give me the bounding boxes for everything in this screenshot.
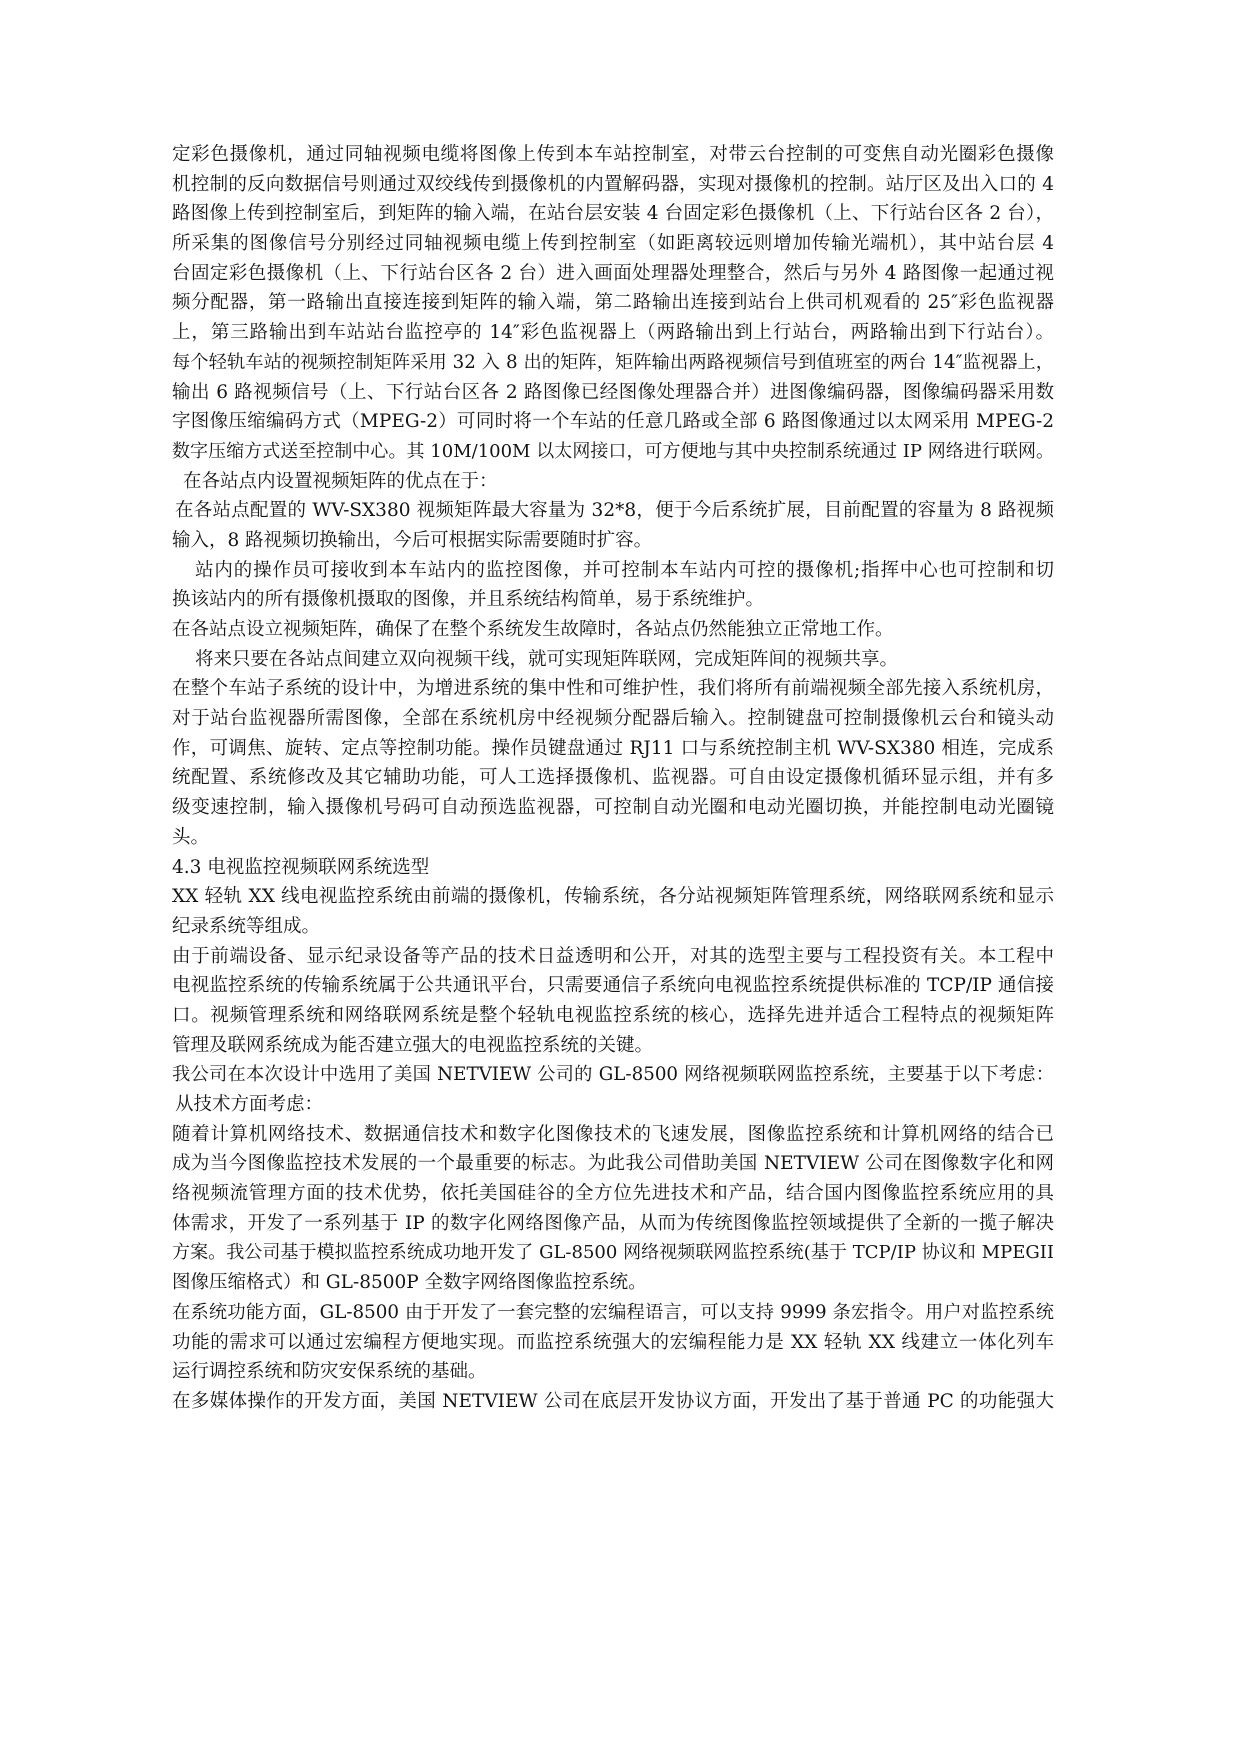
paragraph-line: 频分配器，第一路输出直接连接到矩阵的输入端，第二路输出连接到站台上供司机观看的 25″彩色监视器 bbox=[172, 292, 1054, 314]
paragraph-line: 将来只要在各站点间建立双向视频干线，就可实现矩阵联网，完成矩阵间的视频共享。 bbox=[195, 648, 899, 670]
paragraph-line: 字图像压缩编码方式（MPEG-2）可同时将一个车站的任意几路或全部 6 路图像通过以太网采用 MPEG-2 bbox=[172, 411, 1054, 433]
section-heading: 4.3 电视监控视频联网系统选型 bbox=[172, 856, 430, 878]
paragraph-line: 我公司在本次设计中选用了美国 NETVIEW 公司的 GL-8500 网络视频联网监控系统，主要基于以下考虑： bbox=[172, 1064, 1054, 1086]
paragraph-line: 由于前端设备、显示纪录设备等产品的技术日益透明和公开，对其的选型主要与工程投资有关。本工程中 bbox=[172, 945, 1054, 967]
paragraph-line: 在系统功能方面，GL-8500 由于开发了一套完整的宏编程语言，可以支持 9999 条宏指令。用户对监控系统 bbox=[172, 1301, 1054, 1323]
paragraph-line: 图像压缩格式）和 GL-8500P 全数字网络图像监控系统。 bbox=[172, 1272, 647, 1294]
paragraph-line: 口。视频管理系统和网络联网系统是整个轻轨电视监控系统的核心，选择先进并适合工程特点的视频矩阵 bbox=[172, 1004, 1054, 1026]
paragraph-line: 功能的需求可以通过宏编程方便地实现。而监控系统强大的宏编程能力是 XX 轻轨 XX 线建立一体化列车 bbox=[172, 1331, 1054, 1353]
paragraph-line: 在整个车站子系统的设计中，为增进系统的集中性和可维护性，我们将所有前端视频全部先接入系统机房， bbox=[172, 678, 1054, 700]
paragraph-line: XX 轻轨 XX 线电视监控系统由前端的摄像机，传输系统，各分站视频矩阵管理系统，网络联网系统和显示 bbox=[172, 886, 1054, 908]
paragraph-line: 在各站点配置的 WV-SX380 视频矩阵最大容量为 32*8，便于今后系统扩展，目前配置的容量为 8 路视频 bbox=[175, 500, 1054, 522]
paragraph-line: 运行调控系统和防灾安保系统的基础。 bbox=[172, 1361, 487, 1383]
paragraph-line: 电视监控系统的传输系统属于公共通讯平台，只需要通信子系统向电视监控系统提供标准的 TCP/IP 通信接 bbox=[172, 975, 1054, 997]
paragraph-line: 纪录系统等组成。 bbox=[172, 915, 321, 937]
paragraph-line: 上，第三路输出到车站站台监控亭的 14″彩色监视器上（两路输出到上行站台，两路输出到下行站台）。 bbox=[172, 322, 1054, 344]
paragraph-line: 统配置、系统修改及其它辅助功能，可人工选择摄像机、监视器。可自由设定摄像机循环显示组，并有多 bbox=[172, 767, 1054, 789]
paragraph-line: 成为当今图像监控技术发展的一个最重要的标志。为此我公司借助美国 NETVIEW 公司在图像数字化和网 bbox=[172, 1153, 1054, 1175]
paragraph-line: 管理及联网系统成为能否建立强大的电视监控系统的关键。 bbox=[172, 1034, 654, 1056]
paragraph-line: 作，可调焦、旋转、定点等控制功能。操作员键盘通过 RJ11 口与系统控制主机 WV-SX380 相连，完成系 bbox=[172, 737, 1054, 759]
paragraph-line: 在各站点设立视频矩阵，确保了在整个系统发生故障时，各站点仍然能独立正常地工作。 bbox=[172, 619, 894, 640]
paragraph-line: 级变速控制，输入摄像机号码可自动预选监视器，可控制自动光圈和电动光圈切换，并能控制电动光圈镜 bbox=[172, 797, 1054, 819]
paragraph-line: 方案。我公司基于模拟监控系统成功地开发了 GL-8500 网络视频联网监控系统(基于 TCP/IP 协议和 MPEGII bbox=[172, 1242, 1054, 1264]
paragraph-line: 路图像上传到控制室后，到矩阵的输入端，在站台层安装 4 台固定彩色摄像机（上、下行站台区各 2 台）， bbox=[172, 203, 1054, 225]
paragraph-line: 对于站台监视器所需图像，全部在系统机房中经视频分配器后输入。控制键盘可控制摄像机云台和镜头动 bbox=[172, 708, 1054, 730]
paragraph-line: 所采集的图像信号分别经过同轴视频电缆上传到控制室（如距离较远则增加传输光端机），其中站台层 4 bbox=[172, 233, 1054, 255]
paragraph-line: 输入，8 路视频切换输出，今后可根据实际需要随时扩容。 bbox=[172, 529, 653, 551]
paragraph-line: 随着计算机网络技术、数据通信技术和数字化图像技术的飞速发展，图像监控系统和计算机网络的结合已 bbox=[172, 1123, 1054, 1145]
paragraph-line: 输出 6 路视频信号（上、下行站台区各 2 路图像已经图像处理器合并）进图像编码器，图像编码器采用数 bbox=[172, 381, 1054, 403]
paragraph-line: 从技术方面考虑： bbox=[175, 1094, 324, 1115]
paragraph-line: 定彩色摄像机，通过同轴视频电缆将图像上传到本车站控制室，对带云台控制的可变焦自动光圈彩色摄像 bbox=[172, 144, 1054, 165]
paragraph-line: 机控制的反向数据信号则通过双绞线传到摄像机的内置解码器，实现对摄像机的控制。站厅区及出入口的 4 bbox=[172, 173, 1054, 195]
paragraph-line: 台固定彩色摄像机（上、下行站台区各 2 台）进入画面处理器处理整合，然后与另外 4 路图像一起通过视 bbox=[172, 262, 1054, 284]
paragraph-line: 换该站内的所有摄像机摄取的图像，并且系统结构简单，易于系统维护。 bbox=[172, 589, 765, 611]
paragraph-line: 体需求，开发了一系列基于 IP 的数字化网络图像产品，从而为传统图像监控领域提供了全新的一揽子解决 bbox=[172, 1212, 1054, 1234]
paragraph-line: 数字压缩方式送至控制中心。其 10M/100M 以太网接口，可方便地与其中央控制系统通过 IP 网络进行联网。 bbox=[172, 440, 1054, 462]
paragraph-line: 在多媒体操作的开发方面，美国 NETVIEW 公司在底层开发协议方面，开发出了基于普通 PC 的功能强大 bbox=[172, 1390, 1054, 1412]
paragraph-line: 站内的操作员可接收到本车站内的监控图像，并可控制本车站内可控的摄像机;指挥中心也可控制和切 bbox=[195, 559, 1054, 581]
paragraph-line: 每个轻轨车站的视频控制矩阵采用 32 入 8 出的矩阵，矩阵输出两路视频信号到值班室的两台 14″监视器上， bbox=[172, 351, 1054, 373]
paragraph-line: 头。 bbox=[172, 826, 210, 848]
paragraph-line: 在各站点内设置视频矩阵的优点在于： bbox=[183, 470, 498, 492]
paragraph-line: 络视频流管理方面的技术优势，依托美国硅谷的全方位先进技术和产品，结合国内图像监控系统应用的具 bbox=[172, 1183, 1054, 1205]
body-text bbox=[172, 140, 1054, 1417]
